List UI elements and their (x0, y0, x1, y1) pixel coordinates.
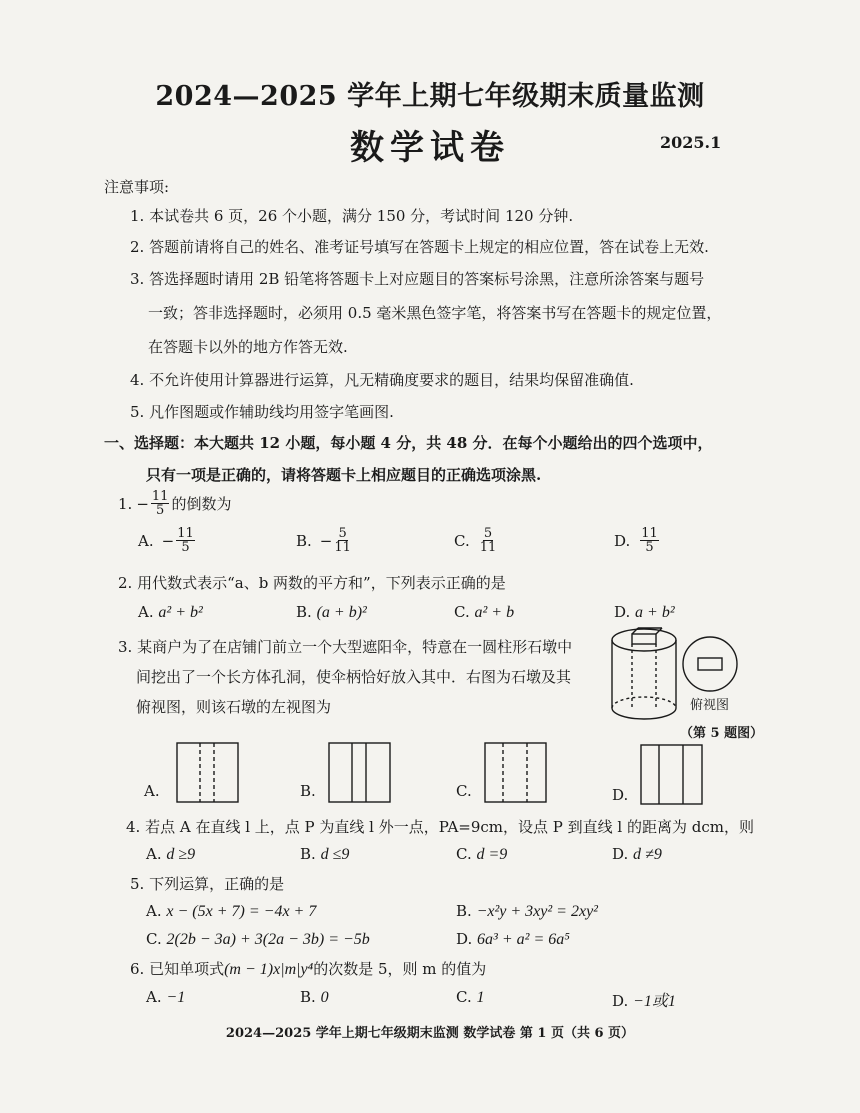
q4-option-a (146, 845, 195, 864)
q6-option-c-text: 1 (476, 989, 485, 1006)
section-heading: 一、选择题：本大题共 12 小题，每小题 4 分，共 48 分．在每个小题给出的四个选项中， (104, 434, 713, 452)
q5-option-a (146, 902, 316, 921)
note-item-3-end: 在答题卡以外的地方作答无效. (148, 338, 348, 356)
note-item-1: 1. 本试卷共 6 页，26 个小题，满分 150 分，考试时间 120 分钟. (130, 207, 574, 225)
q5-option-a-text: x − (5x + 7) = −4x + 7 (166, 903, 317, 920)
q3-option-c-figure (484, 742, 548, 804)
exam-title: 2024—2025 学年上期七年级期末质量监测 (155, 81, 705, 112)
q6-expression: (m − 1)x|m|y⁴ (224, 961, 314, 978)
q4-option-b-text: d ≤9 (320, 846, 350, 863)
q4-option-d-label: D. (612, 845, 629, 863)
q2-option-c (454, 603, 514, 622)
q2-option-c-label: C. (454, 603, 470, 621)
q1-option-c-num: 5 (483, 526, 493, 541)
q5-option-d (456, 930, 570, 949)
question-3-line-2: 间挖出了一个长方体孔洞，使伞柄恰好放入其中．右图为石墩及其 (136, 668, 572, 686)
q3-option-a-label: A. (144, 782, 160, 800)
q6-option-a-label: A. (146, 988, 162, 1006)
q3-option-b-figure (328, 742, 392, 804)
figure-caption: （第 5 题图） (680, 726, 764, 741)
q2-option-b-text: (a + b)² (316, 604, 367, 621)
q2-option-b (296, 603, 367, 622)
q2-option-a-label: A. (138, 603, 154, 621)
q1-option-c-den: 11 (479, 540, 497, 555)
exam-subtitle: 数学试卷 (350, 128, 510, 168)
q4-option-c-label: C. (456, 845, 472, 863)
question-1-stem (118, 490, 231, 517)
q1-option-d (614, 527, 661, 554)
q6-option-d-label: D. (612, 992, 629, 1010)
q1-option-c (454, 527, 498, 554)
q6-option-c (456, 988, 485, 1007)
q4-option-d-text: d ≠9 (633, 846, 662, 863)
q1-option-a-sign: − (161, 531, 175, 550)
q2-option-b-label: B. (296, 603, 312, 621)
q5-option-b-text: −x²y + 3xy² = 2xy² (476, 903, 598, 920)
note-item-3-cont: 一致；答非选择题时，必须用 0.5 毫米黑色签字笔，将答案书写在答题卡的规定位置， (148, 304, 722, 322)
section-heading-cont: 只有一项是正确的，请将答题卡上相应题目的正确选项涂黑. (146, 466, 542, 484)
q6-option-b (300, 988, 329, 1007)
q5-option-c (146, 930, 370, 949)
q6-option-b-label: B. (300, 988, 316, 1006)
q2-option-d-label: D. (614, 603, 631, 621)
q6-option-a (146, 988, 185, 1007)
q3-option-d-figure (640, 744, 704, 806)
q6-option-a-text: −1 (166, 989, 186, 1006)
q1-option-a-num: 11 (177, 526, 194, 541)
top-view-label: 俯视图 (690, 698, 730, 713)
notes-heading: 注意事项: (104, 178, 170, 196)
question-5-stem: 5. 下列运算，正确的是 (130, 875, 285, 893)
q1-numerator: 11 (151, 489, 169, 504)
q1-number: 1. (118, 494, 133, 513)
q4-option-a-label: A. (146, 845, 162, 863)
page-footer: 2024—2025 学年上期七年级期末监测 数学试卷 第 1 页（共 6 页） (225, 1026, 635, 1041)
q1-option-a-fraction (176, 527, 195, 554)
q1-option-a-den: 5 (181, 540, 190, 555)
q1-denominator: 5 (156, 503, 165, 518)
q3-option-c-label: C. (456, 782, 472, 800)
q3-option-b-label: B. (300, 782, 316, 800)
q5-option-d-text: 6a³ + a² = 6a⁵ (477, 931, 570, 948)
q5-option-c-text: 2(2b − 3a) + 3(2a − 3b) = −5b (166, 931, 370, 948)
q4-option-b-label: B. (300, 845, 316, 863)
q1-option-d-label: D. (614, 531, 631, 550)
question-4-stem: 4. 若点 A 在直线 l 上，点 P 为直线 l 外一点，PA=9cm，设点 P 到直线 l 的距离为 dcm，则 (126, 818, 754, 836)
q1-option-c-label: C. (454, 531, 470, 550)
q6-option-d-text: −1或1 (633, 993, 676, 1010)
q1-option-b-label: B. (296, 531, 312, 550)
q6-option-b-text: 0 (320, 989, 329, 1006)
q4-option-b (300, 845, 349, 864)
q6-stem-pre: 6. 已知单项式 (130, 960, 225, 978)
q1-option-a (138, 527, 197, 554)
q1-option-b-den: 11 (334, 540, 351, 555)
q6-stem-post: 的次数是 5，则 m 的值为 (313, 960, 487, 978)
q5-option-a-label: A. (146, 902, 162, 920)
question-3-line-1: 3. 某商户为了在店铺门前立一个大型遮阳伞，特意在一圆柱形石墩中 (118, 638, 573, 656)
question-6-stem (130, 958, 486, 979)
q1-option-b-sign: − (319, 531, 333, 550)
q5-option-b (456, 902, 598, 921)
q5-option-b-label: B. (456, 902, 472, 920)
q1-option-b-num: 5 (338, 526, 347, 541)
q1-option-d-fraction (640, 527, 659, 554)
note-item-2: 2. 答题前请将自己的姓名、准考证号填写在答题卡上规定的相应位置，答在试卷上无效. (130, 238, 709, 256)
note-item-3: 3. 答选择题时请用 2B 铅笔将答题卡上对应题目的答案标号涂黑，注意所涂答案与题号 (130, 270, 705, 288)
q1-stem-text: 的倒数为 (171, 495, 232, 513)
q1-option-c-fraction (480, 527, 497, 554)
q1-option-d-den: 5 (645, 540, 654, 555)
q3-option-a-figure (176, 742, 240, 804)
question-3-line-3: 俯视图，则该石墩的左视图为 (136, 698, 332, 716)
q2-option-d-text: a + b² (635, 604, 675, 621)
q5-option-d-label: D. (456, 930, 473, 948)
q2-option-c-text: a² + b (474, 604, 515, 621)
cylinder-figure (604, 624, 684, 724)
q2-option-d (614, 603, 675, 622)
q4-option-d (612, 845, 662, 864)
q4-option-c-text: d =9 (476, 846, 508, 863)
q1-minus: − (136, 494, 149, 513)
q1-option-b-fraction (334, 527, 351, 554)
exam-date: 2025.1 (660, 133, 722, 152)
note-item-4: 4. 不允许使用计算器进行运算，凡无精确度要求的题目，结果均保留准确值. (130, 371, 634, 389)
q1-option-a-label: A. (138, 531, 154, 550)
q5-option-c-label: C. (146, 930, 162, 948)
q2-option-a (138, 603, 203, 622)
q4-option-a-text: d ≥9 (166, 846, 196, 863)
q1-option-d-num: 11 (641, 526, 658, 541)
top-view-figure (678, 636, 742, 696)
q6-option-c-label: C. (456, 988, 472, 1006)
q4-option-c (456, 845, 507, 864)
question-2-stem: 2. 用代数式表示“a、b 两数的平方和”，下列表示正确的是 (118, 574, 506, 592)
note-item-5: 5. 凡作图题或作辅助线均用签字笔画图. (130, 403, 394, 421)
q2-option-a-text: a² + b² (158, 604, 203, 621)
q1-fraction (151, 490, 170, 517)
q1-option-b (296, 527, 353, 554)
q6-option-d (612, 988, 676, 1011)
q3-option-d-label: D. (612, 786, 629, 804)
